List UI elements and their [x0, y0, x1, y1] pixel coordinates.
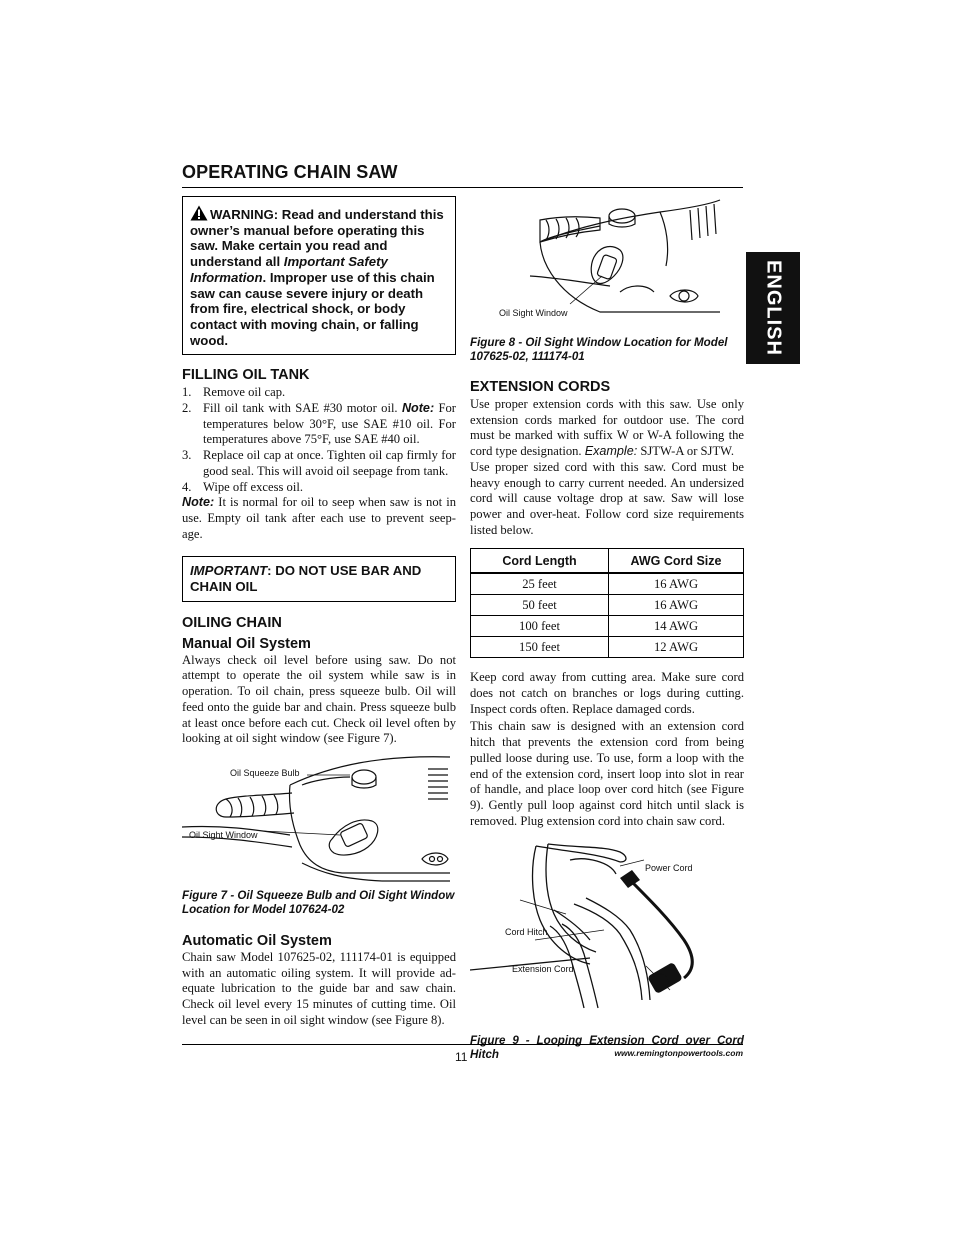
- list-item: [182, 401, 456, 448]
- cord-length-cell: 25 feet: [471, 573, 609, 595]
- language-tab: [746, 252, 800, 364]
- footer-rule: [182, 1044, 743, 1045]
- cord-length-cell: 50 feet: [471, 595, 609, 616]
- step-text-a: Fill oil tank with SAE #30 motor oil.: [203, 401, 402, 416]
- awg-size-cell: 14 AWG: [609, 616, 744, 637]
- step-note-label: Note:: [401, 401, 435, 416]
- awg-size-cell: 16 AWG: [609, 573, 744, 595]
- para-1-text-a: Use proper extension cords with this saw. Use only extension cords marked for outdoor use. The cord must be marked with suffix W or W-A following the cord type designation.: [470, 397, 744, 459]
- label-oil-squeeze-bulb: Oil Squeeze Bulb: [230, 767, 300, 778]
- automatic-oil-text: Chain saw Model 107625-02, 111174-01 is equipped with an automatic oiling system. It will provide ad-equate lubrication to the guide bar and saw chain. Check oil level every 15 minutes of cutting time. Oil level can be seen in oil sight window (see Figure 8).: [182, 949, 456, 1027]
- warning-rest-text: . Improper use of this chain saw can cause severe injury or death from fire, electrical shock, or body contact with moving chain, or falling wood.: [190, 269, 435, 348]
- filling-note: [182, 495, 456, 542]
- manual-oil-text: Always check oil level before using saw. Do not attempt to operate the oil system while saw is in operation. To oil chain, press squeeze bulb. Oil will feed onto the guide bar and chain. Press squeeze bulb at least once before each cut. Check oil level often by looking at oil sight window (see Figure 7).: [182, 652, 456, 746]
- column-header-awg-size: AWG Cord Size: [609, 549, 744, 574]
- note-text: It is normal for oil to seep when saw is not in use. Empty oil tank after each use to prevent seep-age.: [182, 495, 456, 541]
- page-title: OPERATING CHAIN SAW: [182, 162, 398, 182]
- table-row: [471, 616, 744, 637]
- warning-box: [182, 196, 456, 355]
- step-number: 4.: [182, 479, 192, 494]
- saw-handle-illustration-icon: [182, 755, 456, 887]
- step-number: 3.: [182, 448, 192, 463]
- list-item: [182, 448, 456, 479]
- figure-8: [470, 196, 744, 326]
- title-rule: [182, 187, 743, 188]
- column-header-cord-length: Cord Length: [471, 549, 609, 574]
- step-text: [203, 401, 456, 448]
- label-extension-cord: Extension Cord: [512, 964, 574, 975]
- step-text: Wipe off excess oil.: [203, 479, 303, 494]
- extension-cords-heading: EXTENSION CORDS: [470, 379, 611, 395]
- awg-size-cell: 12 AWG: [609, 637, 744, 658]
- figure-7: [182, 755, 456, 887]
- label-cord-hitch: Cord Hitch: [505, 927, 548, 938]
- note-label: Note:: [182, 495, 215, 510]
- extension-cords-para-3: Keep cord away from cutting area. Make sure cord does not catch on branches or logs during cutting. Inspect cords often. Replace damaged cords.: [470, 670, 744, 716]
- extension-cords-para-2: Use proper sized cord with this saw. Cord must be heavy enough to carry current needed. An undersized cord will cause voltage drop at saw. Saw will lose power and over-heat. Follow cord size requirements listed below.: [470, 459, 744, 537]
- figure-8-caption: Figure 8 - Oil Sight Window Location for Model 107625-02, 111174-01: [470, 336, 728, 363]
- cord-hitch-illustration-icon: [470, 840, 744, 1012]
- table-header-row: [471, 549, 744, 574]
- right-column: [470, 196, 744, 1062]
- figure-9-caption: Figure 9 - Looping Extension Cord over Cord Hitch: [470, 1034, 744, 1062]
- step-text: Replace oil cap at once. Tighten oil cap firmly for good seal. This will avoid oil seepage from tank.: [203, 448, 456, 478]
- example-label: Example:: [584, 444, 638, 459]
- para-1-text-b: SJTW-A or SJTW.: [637, 444, 735, 459]
- important-label: IMPORTANT: [190, 563, 268, 579]
- filling-oil-tank-heading: FILLING OIL TANK: [182, 367, 310, 384]
- step-text: Remove oil cap.: [203, 385, 286, 400]
- figure-9: [470, 840, 744, 1012]
- table-row: [471, 573, 744, 595]
- step-text-b: For temperatures below 30°F, use SAE #10 oil. For temperatures above 75°F, use SAE #40 oil.: [203, 401, 456, 447]
- filling-steps-list: [182, 385, 456, 495]
- warning-text: WARNING: Read and understand this owner’s manual before operating this saw. Make certain you read and understand all: [190, 207, 444, 270]
- list-item: [182, 385, 456, 401]
- saw-oil-window-illustration-icon: [470, 196, 744, 326]
- label-power-cord: Power Cord: [645, 863, 693, 874]
- label-oil-sight-window-7: Oil Sight Window: [189, 829, 258, 840]
- website-url: www.remingtonpowertools.com: [614, 1048, 743, 1058]
- cord-length-cell: 100 feet: [471, 616, 609, 637]
- important-text: : DO NOT USE BAR AND CHAIN OIL: [190, 563, 422, 595]
- manual-oil-heading: Manual Oil System: [182, 635, 311, 652]
- label-oil-sight-window-8: Oil Sight Window: [499, 308, 568, 318]
- extension-cords-para-1: [470, 397, 744, 460]
- step-number: 1.: [182, 385, 192, 400]
- warning-italic-text: Important Safety Information: [190, 254, 388, 285]
- left-column: [182, 196, 456, 1029]
- important-box: [182, 556, 456, 601]
- table-row: [471, 595, 744, 616]
- list-item: [182, 480, 456, 496]
- language-tab-label: ENGLISH: [762, 260, 785, 356]
- cord-length-cell: 150 feet: [471, 637, 609, 658]
- cord-size-table: [470, 548, 744, 658]
- extension-cords-para-4: This chain saw is designed with an extension cord hitch that prevents the extension cord from being pulled loose during use. To use, form a loop with the end of the extension cord, insert loop into slot in rear of handle, and place loop over cord hitch (see Figure 9). Gently pull loop against cord hitch until slack is removed. Plug extension cord into chain saw cord.: [470, 719, 744, 828]
- warning-triangle-icon: [190, 205, 208, 221]
- automatic-oil-heading: Automatic Oil System: [182, 932, 332, 949]
- step-number: 2.: [182, 401, 192, 416]
- oiling-chain-heading: OILING CHAIN: [182, 614, 282, 631]
- table-row: [471, 637, 744, 658]
- awg-size-cell: 16 AWG: [609, 595, 744, 616]
- figure-7-caption: Figure 7 - Oil Squeeze Bulb and Oil Sight Window Location for Model 107624-02: [182, 888, 455, 916]
- page-number: 11: [455, 1050, 468, 1064]
